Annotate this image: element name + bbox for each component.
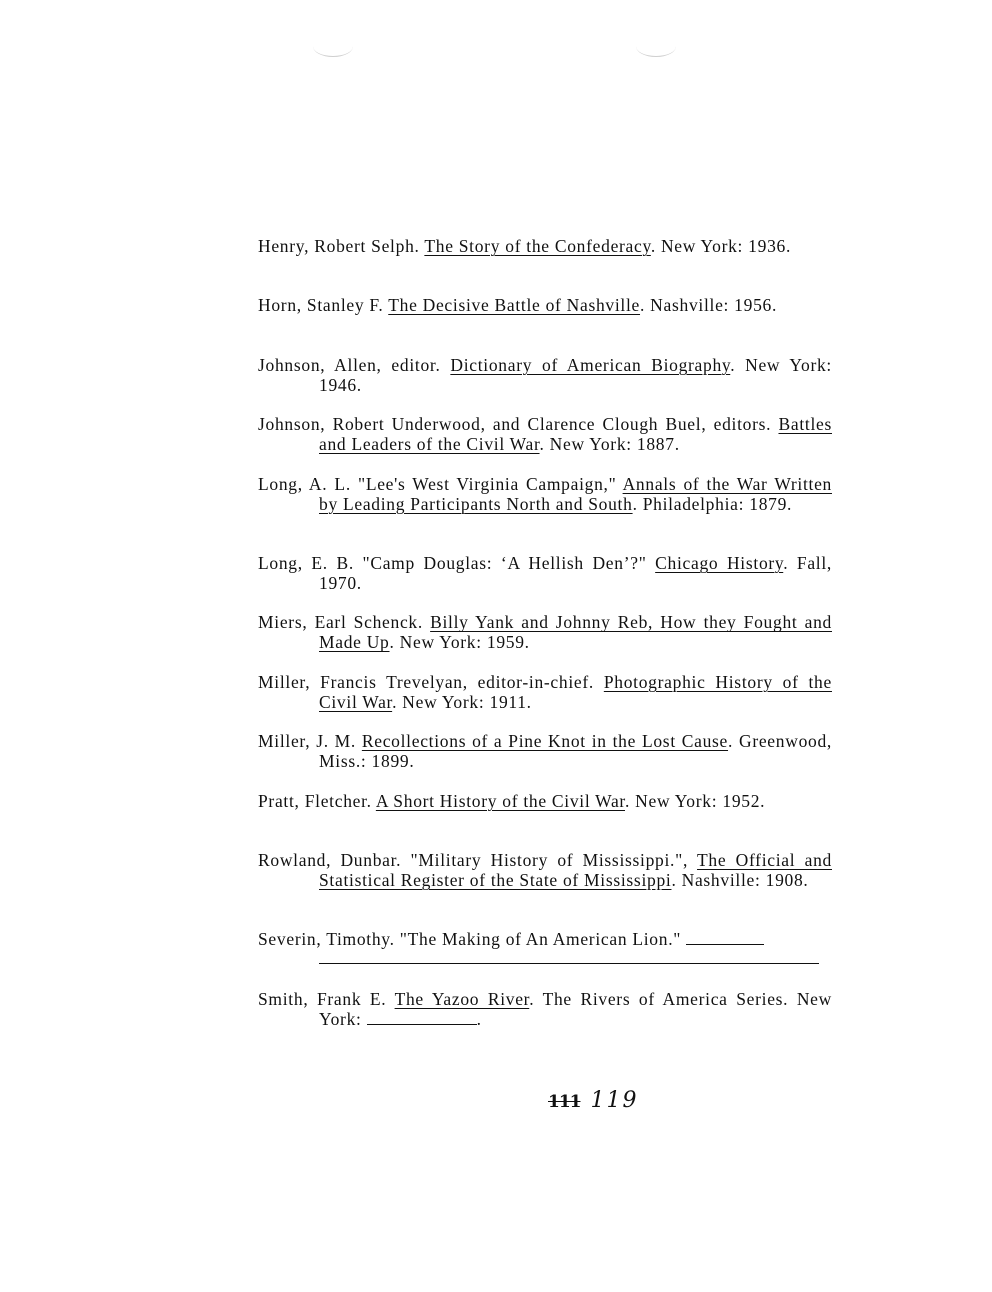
- entry-author: Johnson, Allen, editor.: [258, 354, 451, 375]
- entry-author: Long, E. B. "Camp Douglas: ‘A Hellish Den’?": [258, 552, 656, 573]
- bibliography-entry: [258, 672, 832, 712]
- entry-title: The Official and Statistical Register of the State of Mississippi: [319, 849, 832, 890]
- entry-title: Photographic History of the Civil War: [319, 671, 832, 712]
- entry-title: A Short History of the Civil War: [375, 790, 625, 811]
- entry-author: Severin, Timothy. "The Making of An American Lion.": [258, 929, 687, 950]
- entry-title: Dictionary of American Biography: [450, 354, 731, 375]
- entry-author: Long, A. L. "Lee's West Virginia Campaign,": [258, 473, 623, 494]
- entry-publication: . New York: 1946.: [319, 354, 832, 395]
- entry-author: Rowland, Dunbar. "Military History of Mississippi.",: [258, 849, 698, 870]
- bibliography-entry: [258, 612, 832, 652]
- bibliography-entry: [258, 295, 832, 335]
- page-number: [548, 1088, 639, 1113]
- blank-line: [319, 949, 819, 964]
- entry-publication: . Nashville: 1956.: [640, 295, 778, 316]
- bibliography-entry: [258, 850, 832, 910]
- entry-author: Pratt, Fletcher.: [258, 790, 376, 811]
- entry-publication: . Greenwood, Miss.: 1899.: [319, 731, 832, 772]
- entry-title: The Yazoo River: [394, 988, 530, 1009]
- entry-publication: . Nashville: 1908.: [671, 869, 809, 890]
- bibliography-entry: [258, 414, 832, 454]
- punch-hole-mark-left: [313, 36, 353, 57]
- bibliography-entry: [258, 355, 832, 395]
- bibliography-entry: [258, 236, 832, 276]
- bibliography-entry: [258, 731, 832, 771]
- entry-author: Horn, Stanley F.: [258, 295, 389, 316]
- entry-publication: . New York: 1911.: [392, 691, 532, 712]
- punch-hole-mark-right: [636, 36, 676, 57]
- entry-title: The Decisive Battle of Nashville: [388, 295, 641, 316]
- entry-publication: . New York: 1952.: [625, 790, 766, 811]
- entry-title: Battles and Leaders of the Civil War: [319, 414, 832, 455]
- bibliography-entry: [258, 474, 832, 534]
- bibliography-entry: [258, 553, 832, 593]
- final-period: .: [476, 1008, 482, 1029]
- entry-author: Johnson, Robert Underwood, and Clarence Clough Buel, editors.: [258, 414, 779, 435]
- entry-publication: . Philadelphia: 1879.: [632, 493, 793, 514]
- entry-publication: . New York: 1887.: [539, 434, 680, 455]
- entry-author: Miers, Earl Schenck.: [258, 612, 431, 633]
- struck-page-number: 111: [548, 1092, 581, 1112]
- entry-title: Billy Yank and Johnny Reb, How they Fought and Made Up: [319, 612, 832, 653]
- entry-author: Miller, Francis Trevelyan, editor-in-chief.: [258, 671, 604, 692]
- entry-author: Smith, Frank E.: [258, 988, 395, 1009]
- entry-title: Recollections of a Pine Knot in the Lost Cause: [361, 731, 729, 752]
- entry-title: Annals of the War Written by Leading Participants North and South: [319, 473, 832, 514]
- entry-publication: . New York: 1936.: [650, 236, 792, 256]
- entry-author: Henry, Robert Selph.: [258, 236, 425, 256]
- entry-author: Miller, J. M.: [258, 731, 362, 752]
- entry-publication: . Fall, 1970.: [319, 552, 833, 593]
- entry-publication: . New York: 1959.: [389, 632, 530, 653]
- handwritten-page-number: 119: [590, 1088, 639, 1113]
- bibliography-list: [258, 236, 832, 1029]
- blank-line: [686, 930, 764, 945]
- entry-title: Chicago History: [655, 552, 784, 573]
- entry-title: The Story of the Confederacy: [424, 236, 651, 256]
- blank-line: [367, 1010, 477, 1025]
- entry-publication: . The Rivers of America Series. New York:: [319, 988, 832, 1029]
- bibliography-entry: [258, 791, 832, 831]
- bibliography-entry: [258, 989, 832, 1029]
- bibliography-entry: [258, 929, 832, 969]
